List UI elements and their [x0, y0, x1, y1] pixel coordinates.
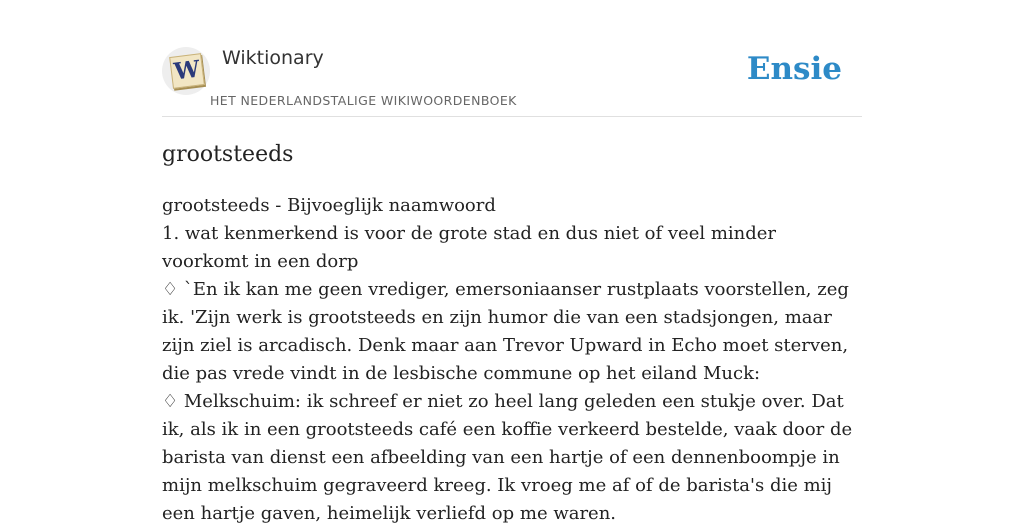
example-sentence: ♢ `En ik kan me geen vrediger, emersoniaanser rustplaats voorstellen, zeg ik. 'Zijn werk is grootsteeds en zijn humor die van een stadsjongen, maar zijn ziel is arcadisch. Denk maar aan Trevor Upward in Echo moet sterven, die pas vrede vindt in de lesbische commune op het eiland Muck:	[162, 279, 849, 384]
page-title: grootsteeds	[162, 142, 294, 167]
wiktionary-logo-icon: W	[169, 53, 205, 89]
site-subtitle: HET NEDERLANDSTALIGE WIKIWOORDENBOEK	[210, 93, 517, 108]
example-sentence: ♢ Melkschuim: ik schreef er niet zo heel lang geleden een stukje over. Dat ik, als ik in een grootsteeds café een koffie verkeerd bestelde, vaak door de barista van dienst een afbeelding van een hartje of een dennenboompje in mijn melkschuim gegraveerd kreeg. Ik vroeg me af of de barista's die mij een hartje gaven, heimelijk verliefd op me waren.	[162, 391, 853, 524]
ensie-logo[interactable]: Ensie	[746, 51, 842, 87]
entry-content	[162, 192, 862, 528]
site-header	[162, 44, 862, 117]
wiktionary-logo[interactable]	[162, 47, 210, 95]
entry-definition: 1. wat kenmerkend is voor de grote stad en dus niet of veel minder voorkomt in een dorp	[162, 223, 777, 272]
site-name[interactable]: Wiktionary	[222, 47, 324, 69]
entry-heading: grootsteeds - Bijvoeglijk naamwoord	[162, 195, 496, 216]
